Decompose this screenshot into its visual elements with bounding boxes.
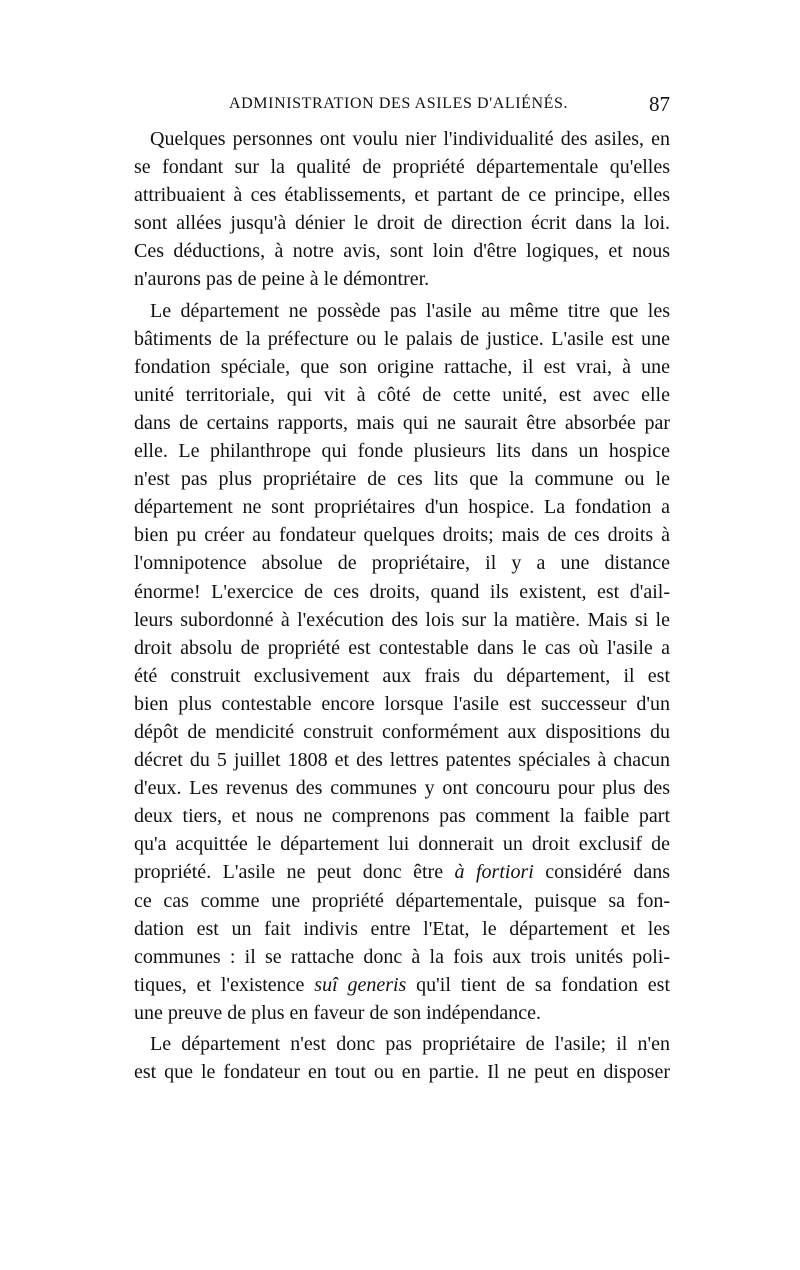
text-line: Le département n'est donc pas propriétaire de l'asile; il n'en	[150, 1033, 670, 1055]
text-line: deux tiers, et nous ne comprenons pas comment la faible part	[134, 805, 670, 828]
text-line: département ne sont propriétaires d'un hospice. La fondation a	[134, 496, 670, 519]
text-line: été construit exclusivement aux frais du département, il est	[134, 664, 670, 687]
text-segment: propriété. L'asile ne peut donc être	[134, 861, 455, 884]
text-line: dans de certains rapports, mais qui ne saurait être absorbée par	[134, 411, 670, 434]
text-line: Le département ne possède pas l'asile au même titre que les	[150, 299, 670, 322]
text-line: l'omnipotence absolue de propriétaire, il y a une distance	[134, 552, 670, 575]
text-line: elle. Le philanthrope qui fonde plusieurs lits dans un hospice	[134, 440, 670, 463]
paragraph	[134, 1030, 670, 1086]
running-head	[134, 92, 670, 120]
text-line	[134, 971, 670, 999]
text-line	[134, 858, 670, 886]
paragraph	[134, 125, 670, 294]
text-line: énorme! L'exercice de ces droits, quand ils existent, est d'ail-	[134, 580, 670, 603]
text-line: bâtiments de la préfecture ou le palais de justice. L'asile est une	[134, 327, 670, 350]
italic-phrase: à fortiori	[454, 861, 534, 884]
text-segment: considéré dans	[533, 861, 670, 884]
text-line: sont allées jusqu'à dénier le droit de direction écrit dans la loi.	[134, 212, 670, 235]
text-line: dation est un fait indivis entre l'Etat, le département et les	[134, 917, 670, 940]
text-line: Ces déductions, à notre avis, sont loin d'être logiques, et nous	[134, 240, 670, 263]
text-line: dépôt de mendicité construit conformément aux dispositions du	[134, 720, 670, 743]
paragraph	[134, 297, 670, 1027]
text-line: bien pu créer au fondateur quelques droits; mais de ces droits à	[134, 524, 670, 547]
text-line: attribuaient à ces établissements, et partant de ce principe, elles	[134, 184, 670, 207]
page-number: 87	[649, 92, 670, 116]
text-line: n'est pas plus propriétaire de ces lits que la commune ou le	[134, 468, 670, 491]
text-line: d'eux. Les revenus des communes y ont concouru pour plus des	[134, 777, 670, 800]
text-line: Quelques personnes ont voulu nier l'individualité des asiles, en	[150, 128, 670, 150]
text-line: communes : il se rattache donc à la fois aux trois unités poli-	[134, 945, 670, 968]
text-line: unité territoriale, qui vit à côté de cette unité, est avec elle	[134, 383, 670, 406]
text-line: n'aurons pas de peine à le démontrer.	[134, 268, 430, 291]
text-line: leurs subordonné à l'exécution des lois sur la matière. Mais si le	[134, 608, 670, 631]
text-line: est que le fondateur en tout ou en partie. Il ne peut en disposer	[134, 1061, 670, 1084]
text-line: ce cas comme une propriété départementale, puisque sa fon-	[134, 889, 670, 912]
text-line: droit absolu de propriété est contestable dans le cas où l'asile a	[134, 636, 670, 659]
text-line: bien plus contestable encore lorsque l'asile est successeur d'un	[134, 692, 670, 715]
running-title: ADMINISTRATION DES ASILES D'ALIÉNÉS.	[229, 95, 569, 112]
text-segment: tiques, et l'existence	[134, 973, 315, 996]
body-text	[134, 125, 670, 1086]
text-line: décret du 5 juillet 1808 et des lettres patentes spéciales à chacun	[134, 749, 670, 772]
italic-phrase: suî generis	[314, 973, 407, 996]
text-line: se fondant sur la qualité de propriété départementale qu'elles	[134, 156, 670, 179]
text-line: fondation spéciale, que son origine rattache, il est vrai, à une	[134, 355, 670, 378]
text-segment: qu'il tient de sa fondation est	[406, 973, 671, 996]
text-line: une preuve de plus en faveur de son indépendance.	[134, 1001, 542, 1024]
text-line: qu'a acquittée le département lui donnerait un droit exclusif de	[134, 833, 670, 856]
